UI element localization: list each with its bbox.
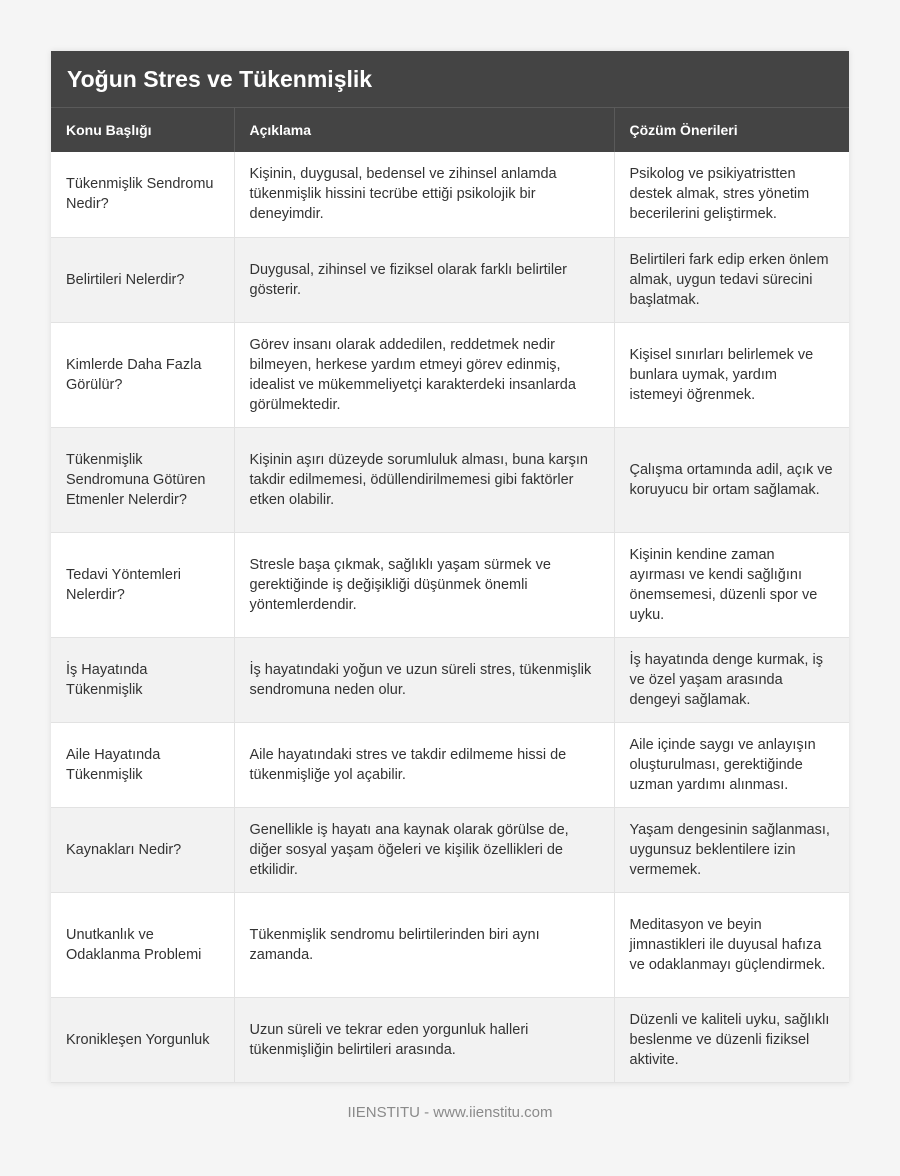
cell-description: Stresle başa çıkmak, sağlıklı yaşam sürmek ve gerektiğinde iş değişikliği düşünmek önemli yöntemlerdendir. xyxy=(234,532,614,637)
cell-solution: Belirtileri fark edip erken önlem almak, uygun tedavi sürecini başlatmak. xyxy=(614,237,849,322)
cell-description: Uzun süreli ve tekrar eden yorgunluk halleri tükenmişliğin belirtileri arasında. xyxy=(234,997,614,1082)
cell-topic: Kimlerde Daha Fazla Görülür? xyxy=(51,322,234,427)
cell-topic: Tükenmişlik Sendromu Nedir? xyxy=(51,152,234,237)
info-table xyxy=(51,108,849,1083)
cell-topic: Kaynakları Nedir? xyxy=(51,807,234,892)
cell-solution: Düzenli ve kaliteli uyku, sağlıklı beslenme ve düzenli fiziksel aktivite. xyxy=(614,997,849,1082)
cell-solution: Aile içinde saygı ve anlayışın oluşturulması, gerektiğinde uzman yardımı alınması. xyxy=(614,722,849,807)
cell-description: İş hayatındaki yoğun ve uzun süreli stres, tükenmişlik sendromuna neden olur. xyxy=(234,637,614,722)
table-row xyxy=(51,427,849,532)
table-row xyxy=(51,152,849,237)
cell-solution: Kişinin kendine zaman ayırması ve kendi sağlığını önemsemesi, düzenli spor ve uyku. xyxy=(614,532,849,637)
cell-topic: Tedavi Yöntemleri Nelerdir? xyxy=(51,532,234,637)
column-header-solution: Çözüm Önerileri xyxy=(614,108,849,152)
cell-solution: Yaşam dengesinin sağlanması, uygunsuz beklentilere izin vermemek. xyxy=(614,807,849,892)
cell-topic: Unutkanlık ve Odaklanma Problemi xyxy=(51,892,234,997)
cell-solution: Kişisel sınırları belirlemek ve bunlara uymak, yardım istemeyi öğrenmek. xyxy=(614,322,849,427)
table-row xyxy=(51,892,849,997)
cell-description: Duygusal, zihinsel ve fiziksel olarak farklı belirtiler gösterir. xyxy=(234,237,614,322)
column-header-description: Açıklama xyxy=(234,108,614,152)
cell-topic: İş Hayatında Tükenmişlik xyxy=(51,637,234,722)
table-row xyxy=(51,807,849,892)
table-row xyxy=(51,322,849,427)
table-row xyxy=(51,997,849,1082)
cell-topic: Kronikleşen Yorgunluk xyxy=(51,997,234,1082)
cell-solution: Psikolog ve psikiyatristten destek almak, stres yönetim becerilerini geliştirmek. xyxy=(614,152,849,237)
cell-topic: Belirtileri Nelerdir? xyxy=(51,237,234,322)
table-row xyxy=(51,722,849,807)
cell-solution: İş hayatında denge kurmak, iş ve özel yaşam arasında dengeyi sağlamak. xyxy=(614,637,849,722)
cell-description: Genellikle iş hayatı ana kaynak olarak görülse de, diğer sosyal yaşam öğeleri ve kişilik özellikleri de etkilidir. xyxy=(234,807,614,892)
page-title: Yoğun Stres ve Tükenmişlik xyxy=(51,51,849,108)
footer-credit: IIENSTITU - www.iienstitu.com xyxy=(347,1104,553,1121)
cell-description: Kişinin aşırı düzeyde sorumluluk alması, buna karşın takdir edilmemesi, ödüllendirilmemesi gibi faktörler etken olabilir. xyxy=(234,427,614,532)
cell-topic: Tükenmişlik Sendromuna Götüren Etmenler Nelerdir? xyxy=(51,427,234,532)
table-row xyxy=(51,637,849,722)
cell-topic: Aile Hayatında Tükenmişlik xyxy=(51,722,234,807)
table-card xyxy=(51,51,849,1083)
table-row xyxy=(51,532,849,637)
cell-description: Görev insanı olarak addedilen, reddetmek nedir bilmeyen, herkese yardım etmeyi görev edinmiş, idealist ve mükemmeliyetçi karakterdeki insanlarda görülmektedir. xyxy=(234,322,614,427)
cell-description: Aile hayatındaki stres ve takdir edilmeme hissi de tükenmişliğe yol açabilir. xyxy=(234,722,614,807)
cell-description: Tükenmişlik sendromu belirtilerinden biri aynı zamanda. xyxy=(234,892,614,997)
cell-solution: Çalışma ortamında adil, açık ve koruyucu bir ortam sağlamak. xyxy=(614,427,849,532)
cell-description: Kişinin, duygusal, bedensel ve zihinsel anlamda tükenmişlik hissini tecrübe ettiği psikolojik bir deneyimdir. xyxy=(234,152,614,237)
cell-solution: Meditasyon ve beyin jimnastikleri ile duyusal hafıza ve odaklanmayı güçlendirmek. xyxy=(614,892,849,997)
column-header-topic: Konu Başlığı xyxy=(51,108,234,152)
table-row xyxy=(51,237,849,322)
table-header-row xyxy=(51,108,849,152)
